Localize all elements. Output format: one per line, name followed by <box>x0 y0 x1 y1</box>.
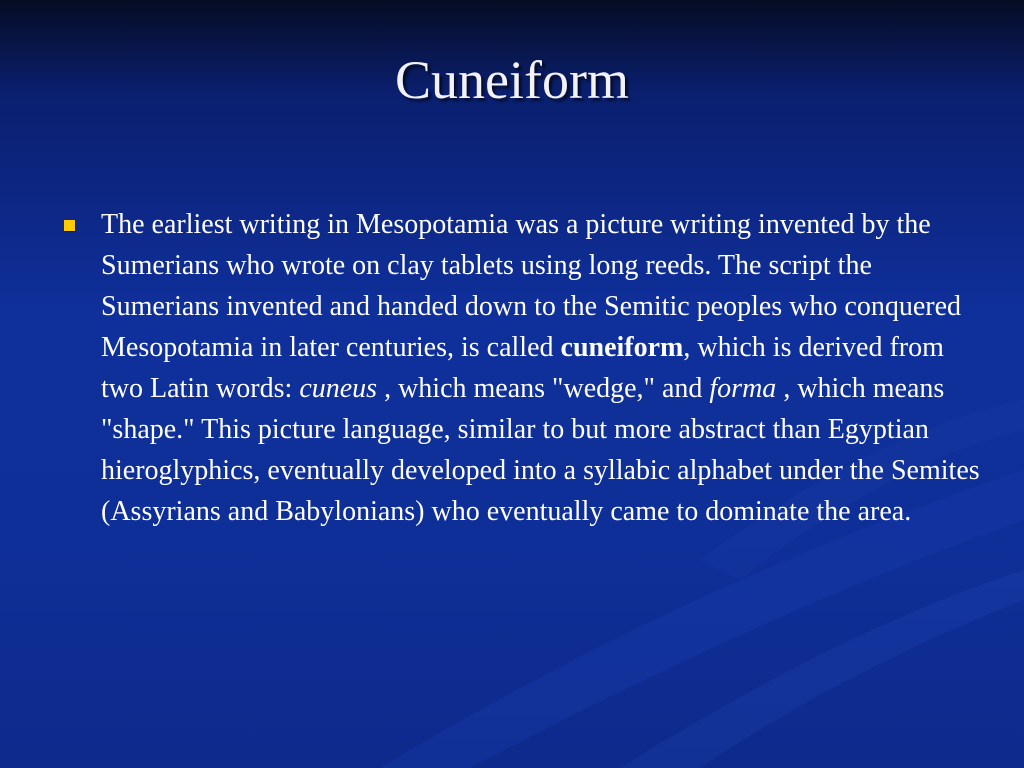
latin-word-cuneus: cuneus <box>299 373 378 404</box>
body-text-part-4: , which means "shape." This picture language, similar to but more abstract than Egyptian hieroglyphics, eventually developed into a syllabic alphabet under the Semites (Assyrians and Babylonians) who eventually came to dominate the area. <box>101 373 980 527</box>
term-cuneiform: cuneiform <box>560 332 684 363</box>
latin-word-forma: forma <box>709 373 777 404</box>
square-bullet-icon <box>64 220 75 231</box>
body-text-part-2: , which is derived from two Latin words: <box>101 332 944 404</box>
body-text-part-1: The earliest writing in Mesopotamia was a picture writing invented by the Sumerians who wrote on clay tablets using long reeds. The script the Sumerians invented and handed down to the Semitic peoples who conquered Mesopotamia in later centuries, is called <box>101 209 962 363</box>
bullet-item <box>62 204 992 532</box>
body-text-part-3: , which means "wedge," and <box>377 373 710 404</box>
slide-title: Cuneiform <box>395 50 629 110</box>
bullet-list <box>62 204 992 532</box>
